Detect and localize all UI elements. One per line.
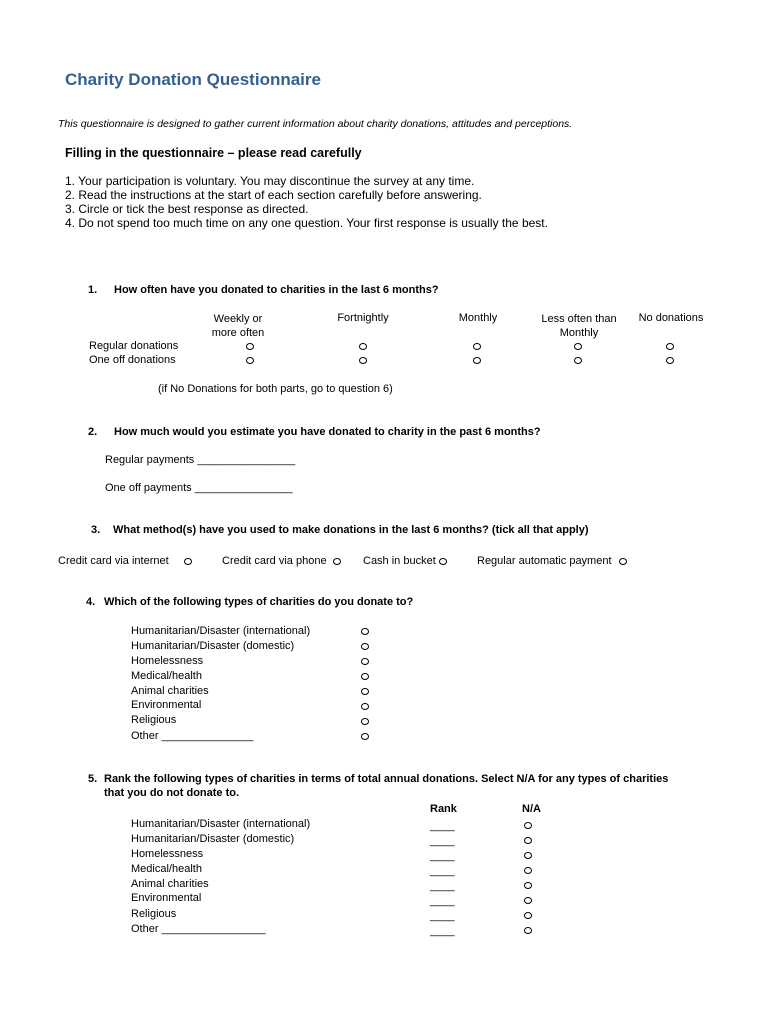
q1-col-fortnightly: Fortnightly (337, 312, 389, 324)
instruction-3: 3. Circle or tick the best response as directed. (65, 202, 309, 216)
q3-option-internet: Credit card via internet (58, 555, 169, 567)
q4-option-animal: Animal charities (131, 685, 209, 697)
q4-option-other: Other _______________ (131, 730, 254, 742)
q4-animal-radio[interactable] (361, 688, 369, 695)
q5-text-line1: Rank the following types of charities in terms of total annual donations. Select N/A for any types of charities (104, 773, 669, 785)
q4-intl-radio[interactable] (361, 628, 369, 635)
q5-option-homelessness: Homelessness (131, 848, 204, 860)
q4-environmental-radio[interactable] (361, 703, 369, 710)
q5-na-animal-radio[interactable] (524, 882, 532, 889)
q4-number: 4. (86, 596, 96, 608)
instruction-1: 1. Your participation is voluntary. You may discontinue the survey at any time. (65, 174, 475, 188)
q5-option-other: Other _________________ (131, 923, 266, 935)
q1-oneoff-monthly-radio[interactable] (473, 357, 481, 364)
q1-regular-no-donations-radio[interactable] (666, 343, 674, 350)
q4-option-environmental: Environmental (131, 699, 202, 711)
q4-religious-radio[interactable] (361, 718, 369, 725)
q1-row-regular: Regular donations (89, 340, 179, 352)
instruction-4: 4. Do not spend too much time on any one question. Your first response is usually the best. (65, 216, 548, 230)
q2-text: How much would you estimate you have donated to charity in the past 6 months? (114, 426, 541, 438)
filling-heading: Filling in the questionnaire – please read carefully (65, 146, 362, 160)
q4-option-medical: Medical/health (131, 670, 202, 682)
q2-regular-payments-field[interactable]: Regular payments ________________ (105, 454, 296, 466)
q5-na-header: N/A (522, 803, 541, 815)
q5-rank-animal-field[interactable]: ____ (430, 880, 455, 892)
q2-number: 2. (88, 426, 98, 438)
q1-oneoff-fortnightly-radio[interactable] (359, 357, 367, 364)
q5-rank-religious-field[interactable]: ____ (430, 910, 455, 922)
q5-na-homelessness-radio[interactable] (524, 852, 532, 859)
q4-option-intl: Humanitarian/Disaster (international) (131, 625, 311, 637)
q5-option-domestic: Humanitarian/Disaster (domestic) (131, 833, 295, 845)
q1-col-less-often: Less often than Monthly (541, 313, 617, 339)
q1-col-monthly: Monthly (458, 312, 498, 324)
q5-rank-homelessness-field[interactable]: ____ (430, 850, 455, 862)
q5-rank-other-field[interactable]: ____ (430, 925, 455, 937)
q1-oneoff-weekly-radio[interactable] (246, 357, 254, 364)
q5-na-environmental-radio[interactable] (524, 897, 532, 904)
q3-internet-radio[interactable] (184, 558, 192, 565)
q1-regular-weekly-radio[interactable] (246, 343, 254, 350)
q1-oneoff-less-often-radio[interactable] (574, 357, 582, 364)
q1-regular-monthly-radio[interactable] (473, 343, 481, 350)
q3-number: 3. (91, 524, 101, 536)
q5-option-environmental: Environmental (131, 892, 202, 904)
q2-oneoff-payments-field[interactable]: One off payments ________________ (105, 482, 293, 494)
q4-medical-radio[interactable] (361, 673, 369, 680)
q5-na-medical-radio[interactable] (524, 867, 532, 874)
q3-bucket-radio[interactable] (439, 558, 447, 565)
instruction-2: 2. Read the instructions at the start of each section carefully before answering. (65, 188, 482, 202)
q5-number: 5. (88, 773, 98, 785)
q5-rank-domestic-field[interactable]: ____ (430, 835, 455, 847)
q5-na-intl-radio[interactable] (524, 822, 532, 829)
q1-regular-fortnightly-radio[interactable] (359, 343, 367, 350)
q4-option-domestic: Humanitarian/Disaster (domestic) (131, 640, 295, 652)
q1-note: (if No Donations for both parts, go to question 6) (158, 383, 393, 395)
q1-text: How often have you donated to charities in the last 6 months? (114, 284, 439, 296)
q3-option-phone: Credit card via phone (222, 555, 327, 567)
q5-option-animal: Animal charities (131, 878, 209, 890)
q5-rank-medical-field[interactable]: ____ (430, 865, 455, 877)
q5-option-medical: Medical/health (131, 863, 202, 875)
q4-domestic-radio[interactable] (361, 643, 369, 650)
q1-col-weekly: Weekly or more often (211, 313, 265, 339)
intro-text: This questionnaire is designed to gather current information about charity donations, attitudes and perceptions. (58, 118, 573, 130)
q5-option-intl: Humanitarian/Disaster (international) (131, 818, 311, 830)
q3-text: What method(s) have you used to make donations in the last 6 months? (tick all that apply) (113, 524, 589, 536)
q4-option-homelessness: Homelessness (131, 655, 204, 667)
q4-homelessness-radio[interactable] (361, 658, 369, 665)
q1-col-no-donations: No donations (638, 312, 704, 324)
q4-option-religious: Religious (131, 714, 177, 726)
q3-phone-radio[interactable] (333, 558, 341, 565)
page-title: Charity Donation Questionnaire (65, 70, 321, 89)
q5-na-domestic-radio[interactable] (524, 837, 532, 844)
q1-regular-less-often-radio[interactable] (574, 343, 582, 350)
q5-rank-environmental-field[interactable]: ____ (430, 895, 455, 907)
q3-automatic-radio[interactable] (619, 558, 627, 565)
q4-other-radio[interactable] (361, 733, 369, 740)
q3-option-automatic: Regular automatic payment (477, 555, 612, 567)
q5-option-religious: Religious (131, 908, 177, 920)
q1-row-oneoff: One off donations (89, 354, 176, 366)
q1-oneoff-no-donations-radio[interactable] (666, 357, 674, 364)
q5-na-other-radio[interactable] (524, 927, 532, 934)
q5-rank-header: Rank (430, 803, 457, 815)
q5-rank-intl-field[interactable]: ____ (430, 820, 455, 832)
q4-text: Which of the following types of charities do you donate to? (104, 596, 414, 608)
q5-na-religious-radio[interactable] (524, 912, 532, 919)
q1-number: 1. (88, 284, 98, 296)
q5-text-line2: that you do not donate to. (104, 787, 240, 799)
q3-option-bucket: Cash in bucket (363, 555, 436, 567)
